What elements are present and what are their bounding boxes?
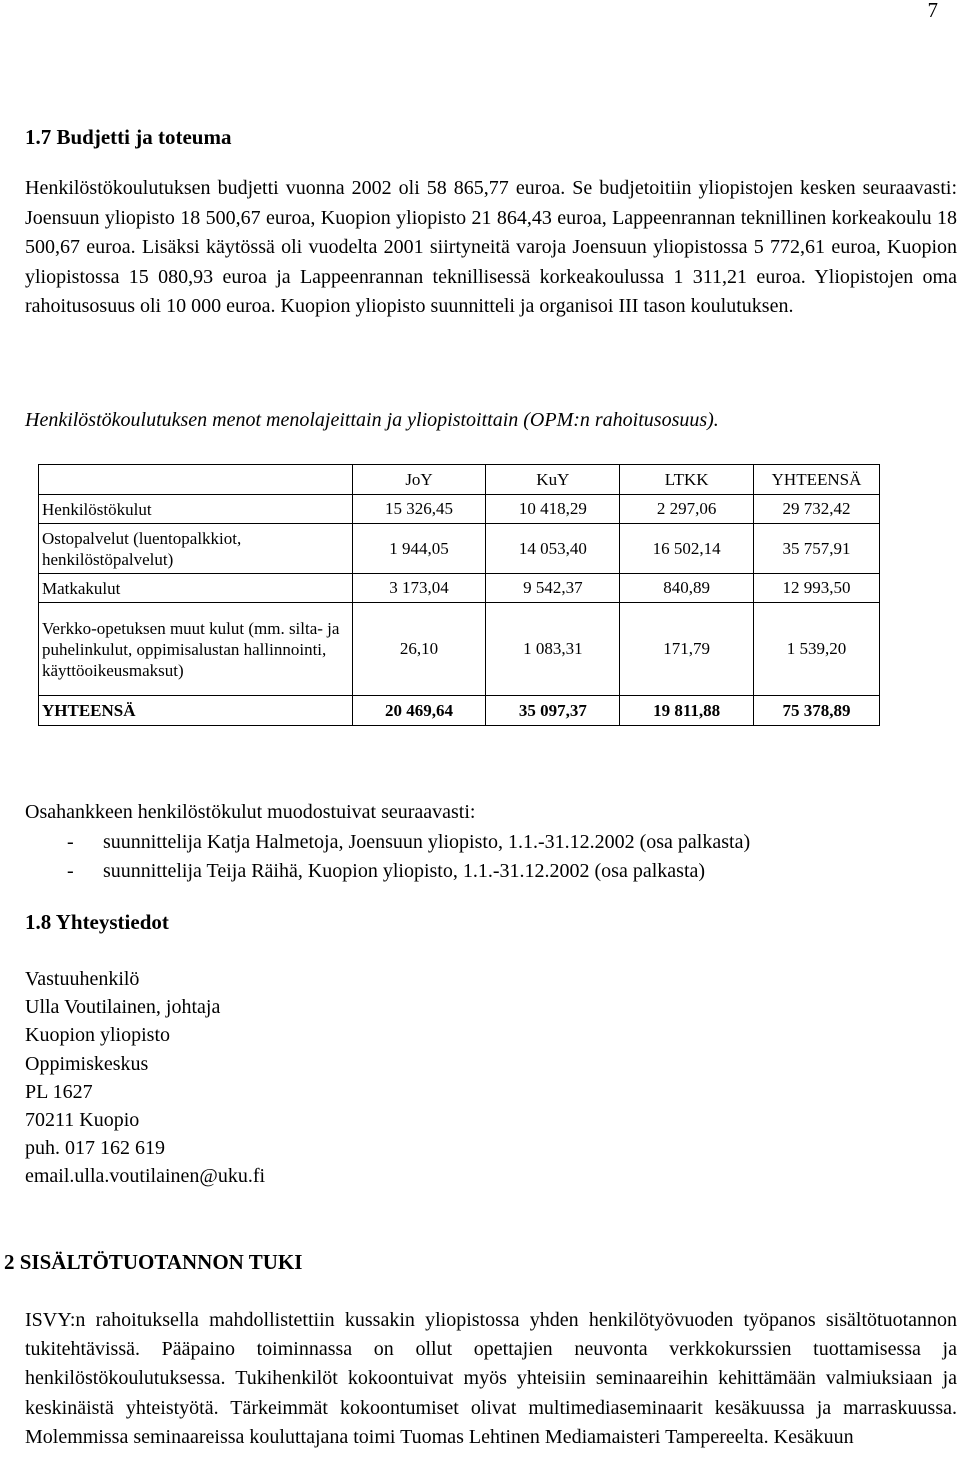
section-heading-budget: 1.7 Budjetti ja toteuma: [25, 125, 232, 149]
contact-organization: Kuopion yliopisto: [25, 1024, 171, 1047]
section-heading-contacts: 1.8 Yhteystiedot: [25, 910, 169, 934]
cell-total: 75 378,89: [754, 696, 880, 726]
staff-costs: [25, 798, 750, 887]
table-header-joy: JoY: [352, 465, 486, 495]
contact-phone: puh. 017 162 619: [25, 1137, 165, 1160]
table-row: [39, 524, 880, 574]
row-label: Ostopalvelut (luentopalkkiot, henkilöstöpalvelut): [39, 524, 353, 574]
budget-table: [38, 464, 880, 726]
cell-total: 1 539,20: [754, 603, 880, 696]
cell-joy: 26,10: [352, 603, 486, 696]
table-header-total: YHTEENSÄ: [754, 465, 880, 495]
cell-joy: 3 173,04: [352, 574, 486, 603]
table-header-row: [39, 465, 880, 495]
contact-department: Oppimiskeskus: [25, 1052, 149, 1075]
contact-email: email.ulla.voutilainen@uku.fi: [25, 1165, 266, 1188]
cell-joy: 15 326,45: [352, 495, 486, 524]
cell-kuy: 1 083,31: [486, 603, 620, 696]
contact-po-box: PL 1627: [25, 1080, 93, 1103]
cell-ltkk: 2 297,06: [620, 495, 754, 524]
cell-kuy: 9 542,37: [486, 574, 620, 603]
contact-name: Ulla Voutilainen, johtaja: [25, 996, 221, 1019]
row-label: YHTEENSÄ: [39, 696, 353, 726]
cell-kuy: 14 053,40: [486, 524, 620, 574]
cell-ltkk: 16 502,14: [620, 524, 754, 574]
budget-paragraph: Henkilöstökoulutuksen budjetti vuonna 2002 oli 58 865,77 euroa. Se budjetoitiin yliopistojen kesken seuraavasti: Joensuun yliopisto 18 500,67 euroa, Kuopion yliopisto 21 864,43 euroa, Lappeenrannan teknillinen korkeakoulu 18 500,67 euroa. Lisäksi käytössä oli vuodelta 2001 siirtyneitä varoja Joensuun yliopistossa 5 772,61 euroa, Kuopion yliopistossa 15 080,93 euroa ja Lappeenrannan teknillisessä korkeakoulussa 1 311,21 euroa. Yliopistojen oma rahoitusosuus oli 10 000 euroa. Kuopion yliopisto suunnitteli ja organisoi III tason koulutuksen.: [25, 177, 957, 318]
cell-total: 12 993,50: [754, 574, 880, 603]
table-row: [39, 603, 880, 696]
row-label: Henkilöstökulut: [39, 495, 353, 524]
table-header-ltkk: LTKK: [620, 465, 754, 495]
table-total-row: [39, 696, 880, 726]
table-row: [39, 495, 880, 524]
table-caption: Henkilöstökoulutuksen menot menolajeittain ja yliopistoittain (OPM:n rahoitusosuus).: [25, 409, 719, 431]
cell-joy: 20 469,64: [352, 696, 486, 726]
cell-kuy: 10 418,29: [486, 495, 620, 524]
content-support-paragraph: ISVY:n rahoituksella mahdollistettiin kussakin yliopistossa yhden henkilötyövuoden työpanos sisältötuotannon tukitehtävissä. Pääpaino toiminnassa on ollut opettajien neuvonta verkkokurssien tuottamisessa ja henkilöstökoulutuksessa. Tukihenkilöt kokoontuivat myös yhteisiin seminaareihin kehittämään valmiuksiaan ja keskinäistä yhteistyötä. Tärkeimmät kokoontumiset olivat multimediaseminaarit kesäkuussa ja marraskuussa. Molemmissa seminaareissa kouluttajana toimi Tuomas Lehtinen Mediamaisteri Tampereelta. Kesäkuun: [25, 1309, 957, 1448]
section-heading-content-support: 2 SISÄLTÖTUOTANNON TUKI: [4, 1250, 303, 1274]
table-row: [39, 574, 880, 603]
cell-total: 35 757,91: [754, 524, 880, 574]
contact-block: [25, 965, 265, 1191]
list-item: - suunnittelija Teija Räihä, Kuopion yliopisto, 1.1.-31.12.2002 (osa palkasta): [103, 857, 750, 887]
row-label: Verkko-opetuksen muut kulut (mm. silta- ja puhelinkulut, oppimisalustan hallinnointi, käyttöoikeusmaksut): [39, 603, 353, 696]
cell-ltkk: 19 811,88: [620, 696, 754, 726]
cell-total: 29 732,42: [754, 495, 880, 524]
cell-ltkk: 840,89: [620, 574, 754, 603]
cell-joy: 1 944,05: [352, 524, 486, 574]
table-header-kuy: KuY: [486, 465, 620, 495]
list-item: - suunnittelija Katja Halmetoja, Joensuun yliopisto, 1.1.-31.12.2002 (osa palkasta): [103, 828, 750, 858]
cell-kuy: 35 097,37: [486, 696, 620, 726]
cell-ltkk: 171,79: [620, 603, 754, 696]
staff-list: [25, 828, 750, 887]
staff-costs-intro: Osahankkeen henkilöstökulut muodostuivat seuraavasti:: [25, 801, 476, 823]
page-number: 7: [927, 0, 938, 22]
table-header-empty: [39, 465, 353, 495]
contact-postal-code: 70211 Kuopio: [25, 1109, 140, 1132]
contact-role: Vastuuhenkilö: [25, 968, 140, 990]
row-label: Matkakulut: [39, 574, 353, 603]
